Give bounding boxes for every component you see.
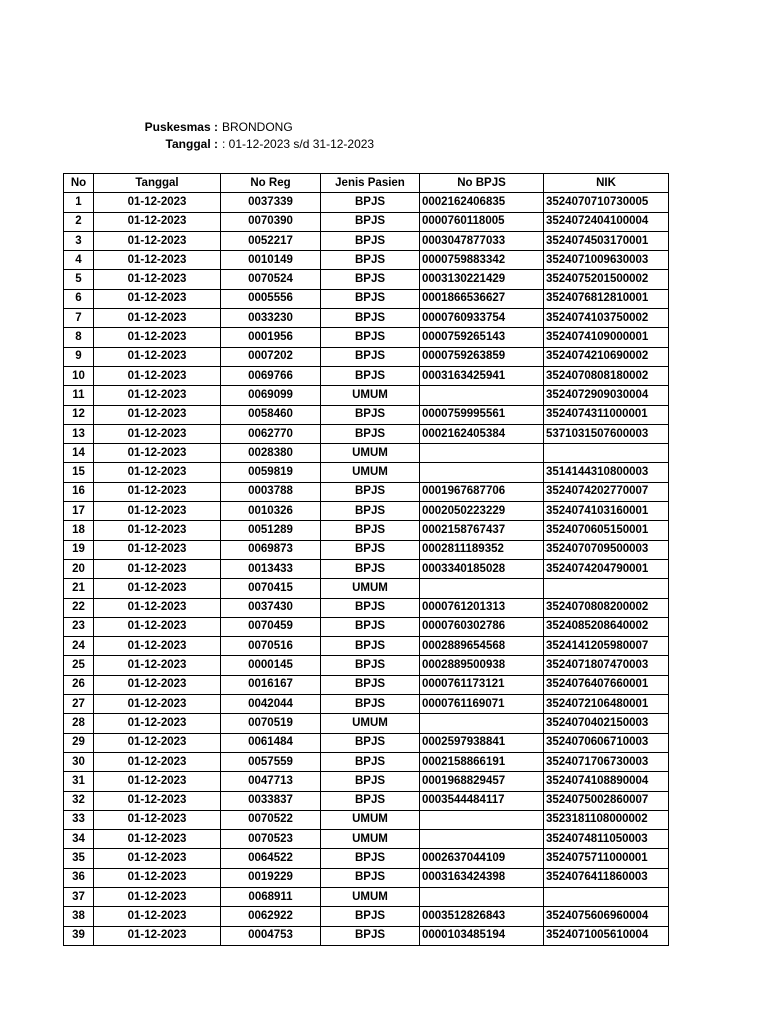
cell-no-reg: 0013433 bbox=[221, 559, 321, 578]
cell-no: 12 bbox=[64, 405, 94, 424]
cell-no-bpjs: 0000103485194 bbox=[420, 926, 544, 945]
cell-tanggal: 01-12-2023 bbox=[94, 405, 221, 424]
cell-no-bpjs: 0003163425941 bbox=[420, 366, 544, 385]
cell-no-bpjs: 0003512826843 bbox=[420, 907, 544, 926]
table-row bbox=[64, 347, 669, 366]
cell-nik: 3524074811050003 bbox=[544, 830, 669, 849]
cell-tanggal: 01-12-2023 bbox=[94, 675, 221, 694]
cell-no: 24 bbox=[64, 637, 94, 656]
cell-no: 34 bbox=[64, 830, 94, 849]
table-row bbox=[64, 695, 669, 714]
table-row bbox=[64, 366, 669, 385]
cell-jenis-pasien: UMUM bbox=[321, 830, 420, 849]
cell-nik bbox=[544, 887, 669, 906]
cell-tanggal: 01-12-2023 bbox=[94, 540, 221, 559]
cell-no-reg: 0005556 bbox=[221, 289, 321, 308]
cell-no-bpjs: 0002050223229 bbox=[420, 502, 544, 521]
cell-jenis-pasien: BPJS bbox=[321, 212, 420, 231]
cell-tanggal: 01-12-2023 bbox=[94, 752, 221, 771]
cell-nik: 3514144310800003 bbox=[544, 463, 669, 482]
table-row bbox=[64, 309, 669, 328]
cell-no-bpjs: 0002889654568 bbox=[420, 637, 544, 656]
cell-no: 37 bbox=[64, 887, 94, 906]
cell-no-bpjs: 0003340185028 bbox=[420, 559, 544, 578]
table-row bbox=[64, 733, 669, 752]
cell-nik: 3524074108890004 bbox=[544, 772, 669, 791]
cell-no: 38 bbox=[64, 907, 94, 926]
cell-jenis-pasien: BPJS bbox=[321, 482, 420, 501]
cell-jenis-pasien: UMUM bbox=[321, 463, 420, 482]
cell-tanggal: 01-12-2023 bbox=[94, 579, 221, 598]
cell-no: 32 bbox=[64, 791, 94, 810]
table-row bbox=[64, 328, 669, 347]
cell-nik: 3524072404100004 bbox=[544, 212, 669, 231]
cell-nik: 3524072106480001 bbox=[544, 695, 669, 714]
cell-no-bpjs: 0002158866191 bbox=[420, 752, 544, 771]
cell-jenis-pasien: BPJS bbox=[321, 540, 420, 559]
cell-tanggal: 01-12-2023 bbox=[94, 656, 221, 675]
cell-nik: 3524074202770007 bbox=[544, 482, 669, 501]
puskesmas-value: BRONDONG bbox=[222, 120, 293, 134]
cell-no: 26 bbox=[64, 675, 94, 694]
cell-no-bpjs: 0000759883342 bbox=[420, 251, 544, 270]
column-header-no-bpjs: No BPJS bbox=[420, 174, 544, 193]
table-row bbox=[64, 907, 669, 926]
table-row bbox=[64, 444, 669, 463]
cell-no-reg: 0033230 bbox=[221, 309, 321, 328]
cell-tanggal: 01-12-2023 bbox=[94, 598, 221, 617]
cell-no-reg: 0010149 bbox=[221, 251, 321, 270]
table-row bbox=[64, 193, 669, 212]
cell-nik bbox=[544, 444, 669, 463]
cell-no-bpjs: 0000759263859 bbox=[420, 347, 544, 366]
column-header-no: No bbox=[64, 174, 94, 193]
cell-no: 11 bbox=[64, 386, 94, 405]
cell-tanggal: 01-12-2023 bbox=[94, 733, 221, 752]
cell-no-reg: 0047713 bbox=[221, 772, 321, 791]
table-row bbox=[64, 675, 669, 694]
cell-nik: 3524075201500002 bbox=[544, 270, 669, 289]
table-row bbox=[64, 810, 669, 829]
cell-no-bpjs bbox=[420, 714, 544, 733]
cell-tanggal: 01-12-2023 bbox=[94, 791, 221, 810]
cell-no: 1 bbox=[64, 193, 94, 212]
cell-no-reg: 0010326 bbox=[221, 502, 321, 521]
cell-tanggal: 01-12-2023 bbox=[94, 521, 221, 540]
cell-no-bpjs bbox=[420, 444, 544, 463]
cell-no-bpjs: 0002597938841 bbox=[420, 733, 544, 752]
puskesmas-label: Puskesmas : bbox=[144, 120, 218, 134]
cell-tanggal: 01-12-2023 bbox=[94, 309, 221, 328]
cell-tanggal: 01-12-2023 bbox=[94, 231, 221, 250]
cell-nik: 3524070808180002 bbox=[544, 366, 669, 385]
cell-jenis-pasien: BPJS bbox=[321, 328, 420, 347]
cell-no-reg: 0070523 bbox=[221, 830, 321, 849]
cell-jenis-pasien: UMUM bbox=[321, 579, 420, 598]
cell-no-bpjs: 0000761201313 bbox=[420, 598, 544, 617]
cell-nik: 3524071005610004 bbox=[544, 926, 669, 945]
cell-no: 15 bbox=[64, 463, 94, 482]
table-row bbox=[64, 482, 669, 501]
table-header-row bbox=[64, 174, 669, 193]
cell-no-reg: 0059819 bbox=[221, 463, 321, 482]
cell-tanggal: 01-12-2023 bbox=[94, 849, 221, 868]
cell-no: 28 bbox=[64, 714, 94, 733]
cell-no-bpjs bbox=[420, 386, 544, 405]
cell-jenis-pasien: UMUM bbox=[321, 887, 420, 906]
cell-no-reg: 0037339 bbox=[221, 193, 321, 212]
cell-jenis-pasien: BPJS bbox=[321, 791, 420, 810]
cell-no-reg: 0070519 bbox=[221, 714, 321, 733]
cell-no-reg: 0052217 bbox=[221, 231, 321, 250]
table-row bbox=[64, 521, 669, 540]
cell-no-reg: 0070415 bbox=[221, 579, 321, 598]
cell-no-reg: 0000145 bbox=[221, 656, 321, 675]
cell-no-bpjs: 0000760118005 bbox=[420, 212, 544, 231]
cell-jenis-pasien: BPJS bbox=[321, 598, 420, 617]
cell-no: 16 bbox=[64, 482, 94, 501]
cell-no-reg: 0057559 bbox=[221, 752, 321, 771]
cell-no-reg: 0037430 bbox=[221, 598, 321, 617]
cell-nik: 3524070605150001 bbox=[544, 521, 669, 540]
cell-tanggal: 01-12-2023 bbox=[94, 868, 221, 887]
cell-no-bpjs bbox=[420, 463, 544, 482]
table-row bbox=[64, 617, 669, 636]
cell-no: 4 bbox=[64, 251, 94, 270]
cell-jenis-pasien: BPJS bbox=[321, 733, 420, 752]
cell-nik: 3524071706730003 bbox=[544, 752, 669, 771]
cell-no-reg: 0070522 bbox=[221, 810, 321, 829]
cell-no: 8 bbox=[64, 328, 94, 347]
cell-jenis-pasien: BPJS bbox=[321, 270, 420, 289]
cell-no-reg: 0061484 bbox=[221, 733, 321, 752]
cell-no: 21 bbox=[64, 579, 94, 598]
cell-nik: 3524085208640002 bbox=[544, 617, 669, 636]
cell-no: 14 bbox=[64, 444, 94, 463]
cell-nik: 3524074103750002 bbox=[544, 309, 669, 328]
column-header-jenis-pasien: Jenis Pasien bbox=[321, 174, 420, 193]
table-row bbox=[64, 405, 669, 424]
cell-tanggal: 01-12-2023 bbox=[94, 714, 221, 733]
cell-no-reg: 0004753 bbox=[221, 926, 321, 945]
table-row bbox=[64, 656, 669, 675]
cell-no: 36 bbox=[64, 868, 94, 887]
cell-jenis-pasien: BPJS bbox=[321, 617, 420, 636]
tanggal-value: : 01-12-2023 s/d 31-12-2023 bbox=[222, 137, 375, 151]
cell-jenis-pasien: UMUM bbox=[321, 386, 420, 405]
cell-no: 35 bbox=[64, 849, 94, 868]
cell-tanggal: 01-12-2023 bbox=[94, 270, 221, 289]
cell-jenis-pasien: BPJS bbox=[321, 675, 420, 694]
cell-jenis-pasien: BPJS bbox=[321, 907, 420, 926]
cell-tanggal: 01-12-2023 bbox=[94, 772, 221, 791]
table-row bbox=[64, 752, 669, 771]
cell-tanggal: 01-12-2023 bbox=[94, 695, 221, 714]
cell-nik: 3524074503170001 bbox=[544, 231, 669, 250]
table-row bbox=[64, 270, 669, 289]
cell-jenis-pasien: BPJS bbox=[321, 231, 420, 250]
cell-no: 25 bbox=[64, 656, 94, 675]
cell-no: 20 bbox=[64, 559, 94, 578]
table-row bbox=[64, 540, 669, 559]
cell-tanggal: 01-12-2023 bbox=[94, 251, 221, 270]
table-row bbox=[64, 251, 669, 270]
cell-jenis-pasien: BPJS bbox=[321, 752, 420, 771]
cell-jenis-pasien: UMUM bbox=[321, 444, 420, 463]
table-body bbox=[64, 193, 669, 946]
cell-tanggal: 01-12-2023 bbox=[94, 810, 221, 829]
cell-tanggal: 01-12-2023 bbox=[94, 328, 221, 347]
cell-no: 22 bbox=[64, 598, 94, 617]
cell-jenis-pasien: BPJS bbox=[321, 502, 420, 521]
report-header bbox=[0, 119, 768, 153]
cell-no: 23 bbox=[64, 617, 94, 636]
cell-nik: 3524070808200002 bbox=[544, 598, 669, 617]
cell-no-reg: 0003788 bbox=[221, 482, 321, 501]
cell-no-reg: 0028380 bbox=[221, 444, 321, 463]
cell-nik: 3524070710730005 bbox=[544, 193, 669, 212]
table-row bbox=[64, 598, 669, 617]
cell-nik: 3524074103160001 bbox=[544, 502, 669, 521]
table-row bbox=[64, 887, 669, 906]
cell-no-reg: 0064522 bbox=[221, 849, 321, 868]
cell-no-bpjs: 0003163424398 bbox=[420, 868, 544, 887]
cell-tanggal: 01-12-2023 bbox=[94, 617, 221, 636]
cell-no: 18 bbox=[64, 521, 94, 540]
table-row bbox=[64, 502, 669, 521]
cell-nik: 3524071807470003 bbox=[544, 656, 669, 675]
patient-table bbox=[63, 173, 669, 946]
cell-jenis-pasien: BPJS bbox=[321, 193, 420, 212]
cell-nik: 3524074311000001 bbox=[544, 405, 669, 424]
tanggal-label: Tanggal : bbox=[165, 137, 218, 151]
cell-jenis-pasien: BPJS bbox=[321, 849, 420, 868]
cell-no-bpjs: 0002811189352 bbox=[420, 540, 544, 559]
cell-no-bpjs: 0000760933754 bbox=[420, 309, 544, 328]
cell-no: 5 bbox=[64, 270, 94, 289]
cell-tanggal: 01-12-2023 bbox=[94, 887, 221, 906]
cell-no-bpjs: 0000761173121 bbox=[420, 675, 544, 694]
column-header-tanggal: Tanggal bbox=[94, 174, 221, 193]
cell-jenis-pasien: UMUM bbox=[321, 714, 420, 733]
cell-jenis-pasien: BPJS bbox=[321, 656, 420, 675]
cell-no-reg: 0033837 bbox=[221, 791, 321, 810]
cell-no-reg: 0062922 bbox=[221, 907, 321, 926]
cell-no-reg: 0019229 bbox=[221, 868, 321, 887]
cell-no-reg: 0070459 bbox=[221, 617, 321, 636]
cell-jenis-pasien: BPJS bbox=[321, 868, 420, 887]
cell-no-reg: 0062770 bbox=[221, 424, 321, 443]
cell-tanggal: 01-12-2023 bbox=[94, 482, 221, 501]
cell-no-bpjs bbox=[420, 887, 544, 906]
cell-nik: 3524074204790001 bbox=[544, 559, 669, 578]
cell-tanggal: 01-12-2023 bbox=[94, 289, 221, 308]
cell-no-bpjs: 0000759265143 bbox=[420, 328, 544, 347]
cell-no-reg: 0042044 bbox=[221, 695, 321, 714]
cell-tanggal: 01-12-2023 bbox=[94, 424, 221, 443]
cell-no: 13 bbox=[64, 424, 94, 443]
cell-no-reg: 0051289 bbox=[221, 521, 321, 540]
cell-no-bpjs: 0003130221429 bbox=[420, 270, 544, 289]
cell-no-reg: 0016167 bbox=[221, 675, 321, 694]
cell-nik: 3524070402150003 bbox=[544, 714, 669, 733]
cell-nik: 3524076407660001 bbox=[544, 675, 669, 694]
cell-jenis-pasien: BPJS bbox=[321, 772, 420, 791]
cell-jenis-pasien: BPJS bbox=[321, 405, 420, 424]
column-header-nik: NIK bbox=[544, 174, 669, 193]
cell-nik: 5371031507600003 bbox=[544, 424, 669, 443]
cell-nik bbox=[544, 579, 669, 598]
table-row bbox=[64, 637, 669, 656]
cell-no: 7 bbox=[64, 309, 94, 328]
cell-no-reg: 0001956 bbox=[221, 328, 321, 347]
cell-nik: 3524074210690002 bbox=[544, 347, 669, 366]
cell-no-bpjs: 0002637044109 bbox=[420, 849, 544, 868]
cell-nik: 3524074109000001 bbox=[544, 328, 669, 347]
cell-no: 30 bbox=[64, 752, 94, 771]
table-row bbox=[64, 791, 669, 810]
cell-no-bpjs bbox=[420, 579, 544, 598]
cell-no: 39 bbox=[64, 926, 94, 945]
cell-no-bpjs bbox=[420, 830, 544, 849]
table-row bbox=[64, 386, 669, 405]
cell-no: 10 bbox=[64, 366, 94, 385]
cell-no-reg: 0007202 bbox=[221, 347, 321, 366]
cell-no-bpjs: 0001967687706 bbox=[420, 482, 544, 501]
table-row bbox=[64, 559, 669, 578]
cell-no: 3 bbox=[64, 231, 94, 250]
cell-tanggal: 01-12-2023 bbox=[94, 386, 221, 405]
table-row bbox=[64, 463, 669, 482]
cell-no-bpjs: 0000760302786 bbox=[420, 617, 544, 636]
table-row bbox=[64, 212, 669, 231]
cell-nik: 3524071009630003 bbox=[544, 251, 669, 270]
cell-no-bpjs: 0001968829457 bbox=[420, 772, 544, 791]
cell-tanggal: 01-12-2023 bbox=[94, 444, 221, 463]
cell-jenis-pasien: UMUM bbox=[321, 810, 420, 829]
cell-jenis-pasien: BPJS bbox=[321, 309, 420, 328]
cell-jenis-pasien: BPJS bbox=[321, 289, 420, 308]
cell-no-reg: 0070390 bbox=[221, 212, 321, 231]
cell-tanggal: 01-12-2023 bbox=[94, 463, 221, 482]
table-row bbox=[64, 849, 669, 868]
cell-tanggal: 01-12-2023 bbox=[94, 637, 221, 656]
cell-no-bpjs: 0000761169071 bbox=[420, 695, 544, 714]
cell-nik: 3524075002860007 bbox=[544, 791, 669, 810]
cell-no: 31 bbox=[64, 772, 94, 791]
cell-jenis-pasien: BPJS bbox=[321, 637, 420, 656]
cell-no-bpjs: 0003544484117 bbox=[420, 791, 544, 810]
cell-nik: 3524076812810001 bbox=[544, 289, 669, 308]
cell-no: 17 bbox=[64, 502, 94, 521]
cell-jenis-pasien: BPJS bbox=[321, 521, 420, 540]
cell-no-bpjs bbox=[420, 810, 544, 829]
cell-no-bpjs: 0002158767437 bbox=[420, 521, 544, 540]
cell-tanggal: 01-12-2023 bbox=[94, 502, 221, 521]
cell-jenis-pasien: BPJS bbox=[321, 347, 420, 366]
cell-no: 27 bbox=[64, 695, 94, 714]
cell-nik: 3524075711000001 bbox=[544, 849, 669, 868]
cell-nik: 3524070709500003 bbox=[544, 540, 669, 559]
cell-no-bpjs: 0003047877033 bbox=[420, 231, 544, 250]
cell-tanggal: 01-12-2023 bbox=[94, 559, 221, 578]
cell-no: 6 bbox=[64, 289, 94, 308]
cell-nik: 3524075606960004 bbox=[544, 907, 669, 926]
cell-jenis-pasien: BPJS bbox=[321, 926, 420, 945]
table-row bbox=[64, 772, 669, 791]
cell-no-bpjs: 0002889500938 bbox=[420, 656, 544, 675]
cell-nik: 3524070606710003 bbox=[544, 733, 669, 752]
table-row bbox=[64, 868, 669, 887]
cell-no: 19 bbox=[64, 540, 94, 559]
table-row bbox=[64, 424, 669, 443]
puskesmas-row bbox=[0, 119, 768, 136]
cell-jenis-pasien: BPJS bbox=[321, 251, 420, 270]
table-row bbox=[64, 714, 669, 733]
cell-no-reg: 0069099 bbox=[221, 386, 321, 405]
cell-no-bpjs: 0002162406835 bbox=[420, 193, 544, 212]
cell-no-bpjs: 0000759995561 bbox=[420, 405, 544, 424]
cell-no-bpjs: 0001866536627 bbox=[420, 289, 544, 308]
table-row bbox=[64, 231, 669, 250]
table-row bbox=[64, 289, 669, 308]
column-header-no-reg: No Reg bbox=[221, 174, 321, 193]
cell-no-reg: 0070516 bbox=[221, 637, 321, 656]
cell-nik: 3524072909030004 bbox=[544, 386, 669, 405]
cell-no-reg: 0069766 bbox=[221, 366, 321, 385]
table-row bbox=[64, 926, 669, 945]
cell-jenis-pasien: BPJS bbox=[321, 424, 420, 443]
cell-nik: 3524141205980007 bbox=[544, 637, 669, 656]
cell-tanggal: 01-12-2023 bbox=[94, 347, 221, 366]
cell-no: 33 bbox=[64, 810, 94, 829]
table-row bbox=[64, 830, 669, 849]
cell-tanggal: 01-12-2023 bbox=[94, 907, 221, 926]
cell-no-reg: 0069873 bbox=[221, 540, 321, 559]
cell-no-bpjs: 0002162405384 bbox=[420, 424, 544, 443]
cell-no-reg: 0070524 bbox=[221, 270, 321, 289]
cell-no-reg: 0058460 bbox=[221, 405, 321, 424]
cell-tanggal: 01-12-2023 bbox=[94, 830, 221, 849]
cell-tanggal: 01-12-2023 bbox=[94, 193, 221, 212]
table-row bbox=[64, 579, 669, 598]
cell-no: 9 bbox=[64, 347, 94, 366]
cell-no: 29 bbox=[64, 733, 94, 752]
cell-no-reg: 0068911 bbox=[221, 887, 321, 906]
cell-jenis-pasien: BPJS bbox=[321, 695, 420, 714]
tanggal-row bbox=[0, 136, 768, 153]
cell-tanggal: 01-12-2023 bbox=[94, 366, 221, 385]
cell-jenis-pasien: BPJS bbox=[321, 366, 420, 385]
cell-nik: 3523181108000002 bbox=[544, 810, 669, 829]
cell-tanggal: 01-12-2023 bbox=[94, 926, 221, 945]
cell-nik: 3524076411860003 bbox=[544, 868, 669, 887]
cell-no: 2 bbox=[64, 212, 94, 231]
cell-tanggal: 01-12-2023 bbox=[94, 212, 221, 231]
cell-jenis-pasien: BPJS bbox=[321, 559, 420, 578]
